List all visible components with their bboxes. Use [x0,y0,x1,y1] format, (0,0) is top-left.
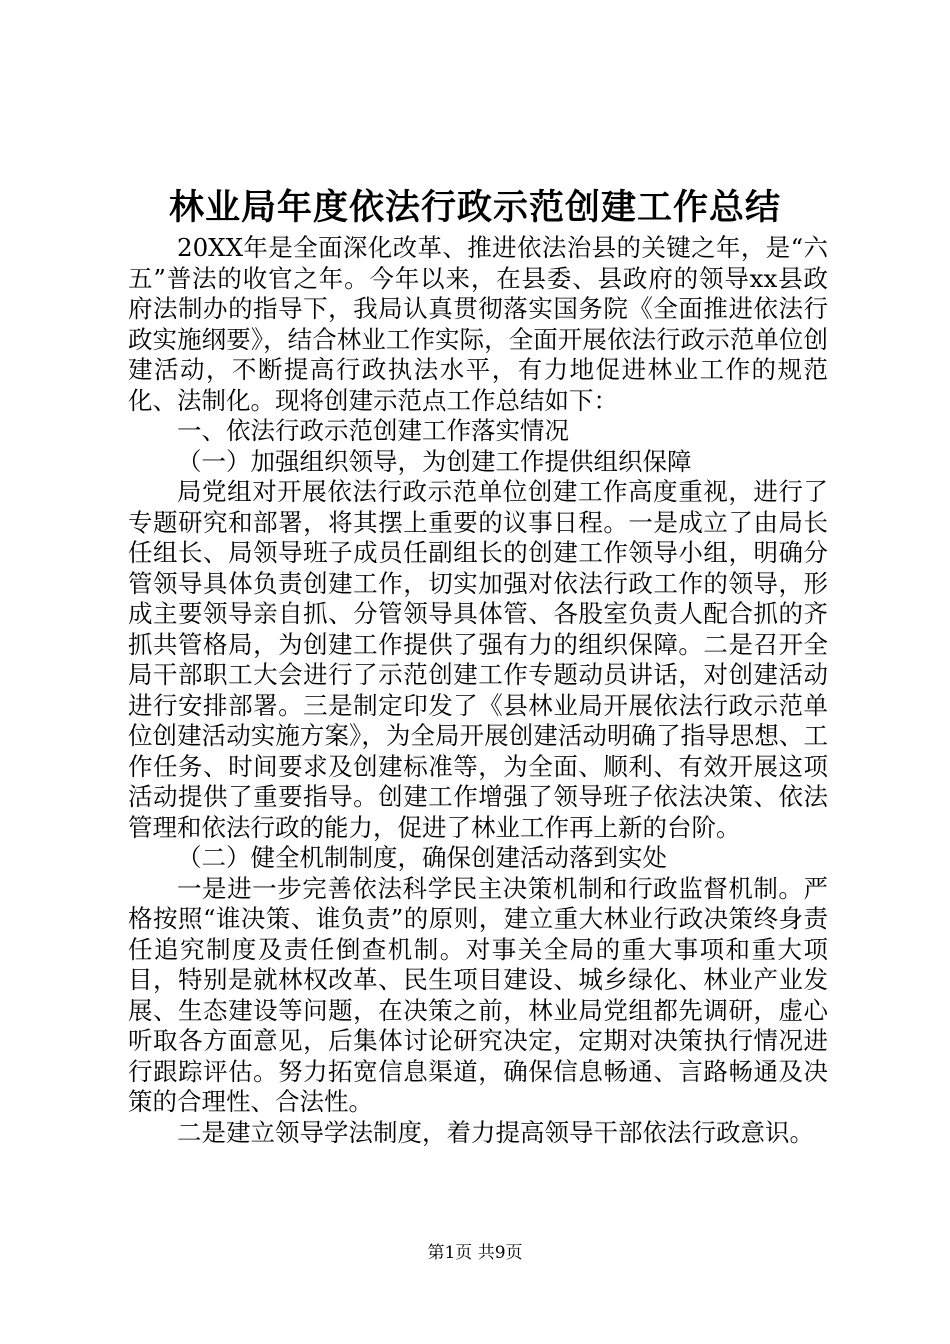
heading-subsection-2: （二）健全机制制度，确保创建活动落到实处 [177,843,667,872]
document-body [128,233,828,1148]
heading-section-1: 一、依法行政示范创建工作落实情况 [177,416,569,445]
page-number-footer: 第1页 共9页 [427,1243,523,1263]
heading-subsection-1: （一）加强组织领导，为创建工作提供组织保障 [177,446,692,476]
document-title: 林业局年度依法行政示范创建工作总结 [168,187,781,228]
paragraph-intro: 20XX年是全面深化改革、推进依法治县的关键之年，是“六五”普法的收官之年。今年以来，在县委、县政府的领导xx县政府法制办的指导下，我局认真贯彻落实国务院《全面推进依法行政实施纲要》，结合林业工作实际，全面开展依法行政示范单位创建活动，不断提高行政执法水平，有力地促进林业工作的规范化、法制化。现将创建示范点工作总结如下： [128,233,828,415]
paragraph-organization: 局党组对开展依法行政示范单位创建工作高度重视，进行了专题研究和部署，将其摆上重要的议事日程。一是成立了由局长任组长、局领导班子成员任副组长的创建工作领导小组，明确分管领导具体负责创建工作，切实加强对依法行政工作的领导，形成主要领导亲自抓、分管领导具体管、各股室负责人配合抓的齐抓共管格局，为创建工作提供了强有力的组织保障。二是召开全局干部职工大会进行了示范创建工作专题动员讲话，对创建活动进行安排部署。三是制定印发了《县林业局开展依法行政示范单位创建活动实施方案》，为全局开展创建活动明确了指导思想、工作任务、时间要求及创建标准等，为全面、顺利、有效开展这项活动提供了重要指导。创建工作增强了领导班子依法决策、依法管理和依法行政的能力，促进了林业工作再上新的台阶。 [128,477,828,842]
paragraph-leader-study: 二是建立领导学法制度，着力提高领导干部依法行政意识。 [177,1117,814,1147]
paragraph-decision-mechanism: 一是进一步完善依法科学民主决策机制和行政监督机制。严格按照“谁决策、谁负责”的原则，建立重大林业行政决策终身责任追究制度及责任倒查机制。对事关全局的重大事项和重大项目，特别是就林权改革、民生项目建设、城乡绿化、林业产业发展、生态建设等问题，在决策之前，林业局党组都先调研，虚心听取各方面意见，后集体讨论研究决定，定期对决策执行情况进行跟踪评估。努力拓宽信息渠道，确保信息畅通、言路畅通及决策的合理性、合法性。 [128,873,828,1116]
